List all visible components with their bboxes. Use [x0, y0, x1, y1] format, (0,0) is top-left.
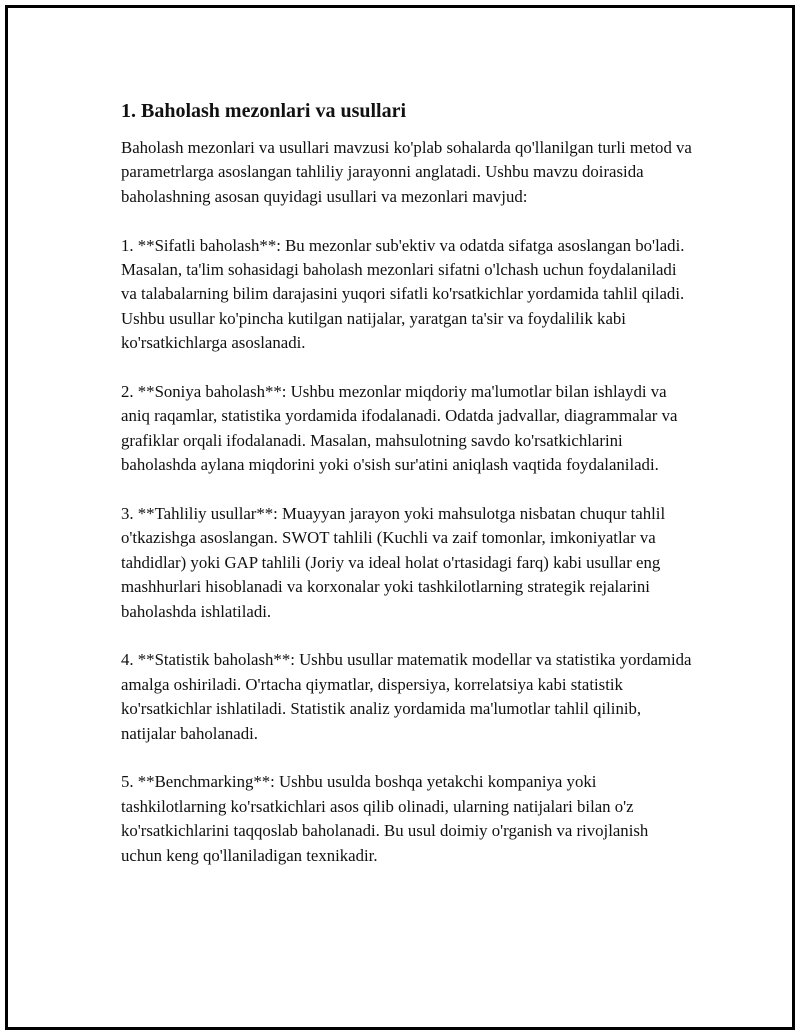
document-page — [5, 5, 795, 1030]
paragraph-benchmarking: 5. **Benchmarking**: Ushbu usulda boshqa yetakchi kompaniya yoki tashkilotlarning ko'rsatkichlari asos qilib olinadi, ularning natijalari bilan o'z ko'rsatkichlarini taqqoslab baholanadi. Bu usul doimiy o'rganish va rivojlanish uchun keng qo'llaniladigan texnikadir. — [121, 772, 649, 865]
paragraph-qualitative-assessment: 1. **Sifatli baholash**: Bu mezonlar sub'ektiv va odatda sifatga asoslangan bo'ladi. Masalan, ta'lim sohasidagi baholash mezonlari sifatni o'lchash uchun foydalaniladi va talabalarning bilim darajasini yuqori sifatli ko'rsatkichlar yordamida tahlil qiladi. Ushbu usullar ko'pincha kutilgan natijalar, yaratgan ta'sir va foydalilik kabi ko'rsatkichlarga asoslanadi. — [121, 235, 685, 353]
document-body — [121, 98, 693, 893]
paragraph-analytical-methods: 3. **Tahliliy usullar**: Muayyan jarayon yoki mahsulotga nisbatan chuqur tahlil o'tkazishga asoslangan. SWOT tahlili (Kuchli va zaif tomonlar, imkoniyatlar va tahdidlar) yoki GAP tahlili (Joriy va ideal holat o'rtasidagi farq) kabi usullar eng mashhurlari hisoblanadi va korxonalar yoki tashkilotlarning strategik rejalarini baholashda ishlatiladi. — [121, 504, 666, 621]
intro-paragraph: Baholash mezonlari va usullari mavzusi ko'plab sohalarda qo'llanilgan turli metod va parametrlarga asoslangan tahliliy jarayonni anglatadi. Ushbu mavzu doirasida baholashning asosan quyidagi usullari va mezonlari mavjud: — [121, 138, 692, 206]
section-heading: 1. Baholash mezonlari va usullari — [121, 100, 407, 122]
paragraph-quantitative-assessment: 2. **Soniya baholash**: Ushbu mezonlar miqdoriy ma'lumotlar bilan ishlaydi va aniq raqamlar, statistika yordamida ifodalanadi. Odatda jadvallar, diagrammalar va grafiklar orqali ifodalanadi. Masalan, mahsulotning savdo ko'rsatkichlarini baholashda aylana miqdorini yoki o'sish sur'atini aniqlash vaqtida foydalaniladi. — [121, 382, 678, 475]
paragraph-statistical-assessment: 4. **Statistik baholash**: Ushbu usullar matematik modellar va statistika yordamida amalga oshiriladi. O'rtacha qiymatlar, dispersiya, korrelatsiya kabi statistik ko'rsatkichlar ishlatiladi. Statistik analiz yordamida ma'lumotlar tahlil qilinib, natijalar baholanadi. — [121, 650, 692, 743]
